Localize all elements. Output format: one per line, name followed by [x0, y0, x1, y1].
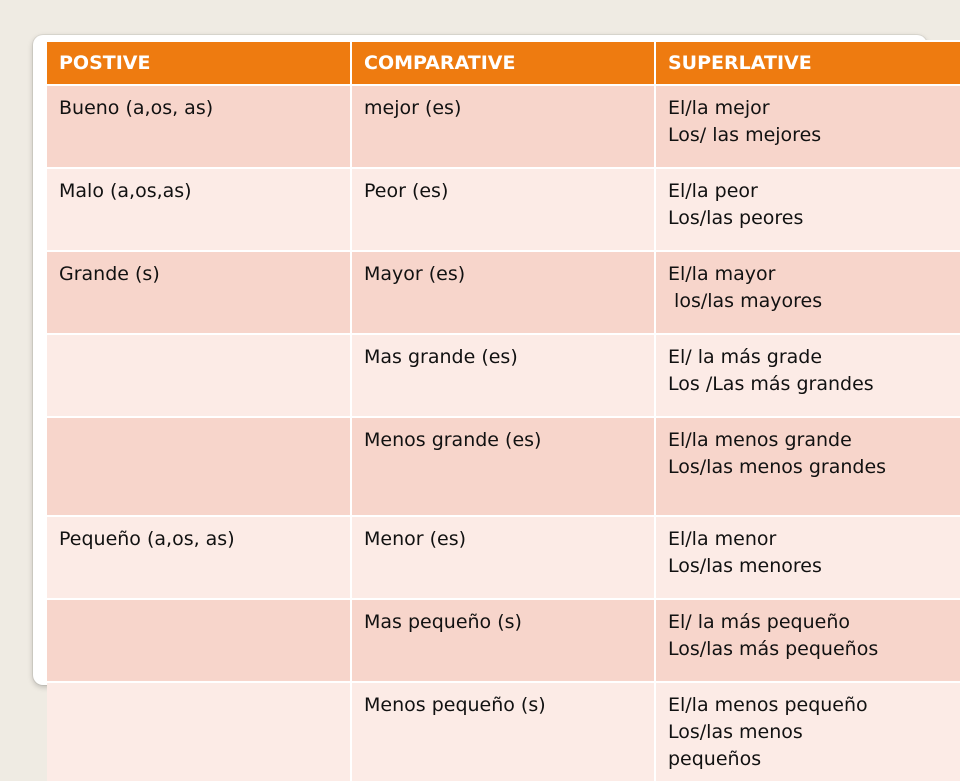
superlative-line: El/ la más pequeño: [668, 611, 850, 633]
comparison-table: [47, 40, 960, 781]
superlative-line: Los /Las más grandes: [668, 373, 874, 395]
positive-cell: [47, 599, 351, 682]
comparative-cell: Mas grande (es): [351, 334, 655, 417]
superlative-line: El/la menor: [668, 528, 777, 550]
superlative-cell: [655, 417, 960, 516]
comparative-cell: Mas pequeño (s): [351, 599, 655, 682]
positive-cell: Bueno (a,os, as): [47, 85, 351, 168]
table-row: [47, 334, 960, 417]
superlative-cell: [655, 599, 960, 682]
header-superlative: SUPERLATIVE: [655, 41, 960, 85]
comparison-table-wrapper: [47, 40, 960, 781]
comparative-cell: Mayor (es): [351, 251, 655, 334]
superlative-line: El/la menos grande: [668, 429, 852, 451]
comparative-cell: Menor (es): [351, 516, 655, 599]
positive-cell: [47, 417, 351, 516]
comparative-cell: Menos pequeño (s): [351, 682, 655, 781]
table-row: [47, 417, 960, 516]
superlative-line: Los/las menores: [668, 555, 822, 577]
comparative-cell: mejor (es): [351, 85, 655, 168]
superlative-line: El/la peor: [668, 180, 758, 202]
superlative-cell: [655, 682, 960, 781]
superlative-line: Los/las más pequeños: [668, 638, 879, 660]
positive-cell: Malo (a,os,as): [47, 168, 351, 251]
positive-cell: Pequeño (a,os, as): [47, 516, 351, 599]
superlative-line: El/la mejor: [668, 97, 770, 119]
positive-cell: [47, 682, 351, 781]
table-row: [47, 599, 960, 682]
superlative-line: El/ la más grade: [668, 346, 823, 368]
table-row: [47, 168, 960, 251]
header-comparative: COMPARATIVE: [351, 41, 655, 85]
superlative-line: Los/ las mejores: [668, 124, 822, 146]
superlative-line: El/la mayor: [668, 263, 776, 285]
superlative-line: pequeños: [668, 748, 762, 770]
table-row: [47, 85, 960, 168]
superlative-cell: [655, 85, 960, 168]
table-header-row: [47, 41, 960, 85]
table-row: [47, 682, 960, 781]
table-row: [47, 251, 960, 334]
positive-cell: [47, 334, 351, 417]
positive-cell: Grande (s): [47, 251, 351, 334]
header-positive: POSTIVE: [47, 41, 351, 85]
superlative-line: Los/las peores: [668, 207, 804, 229]
superlative-line: El/la menos pequeño: [668, 694, 868, 716]
superlative-line: Los/las menos grandes: [668, 456, 887, 478]
superlative-cell: [655, 168, 960, 251]
superlative-line: los/las mayores: [668, 290, 823, 312]
table-row: [47, 516, 960, 599]
comparative-cell: Peor (es): [351, 168, 655, 251]
superlative-cell: [655, 334, 960, 417]
superlative-cell: [655, 516, 960, 599]
superlative-line: Los/las menos: [668, 721, 803, 743]
superlative-cell: [655, 251, 960, 334]
comparative-cell: Menos grande (es): [351, 417, 655, 516]
